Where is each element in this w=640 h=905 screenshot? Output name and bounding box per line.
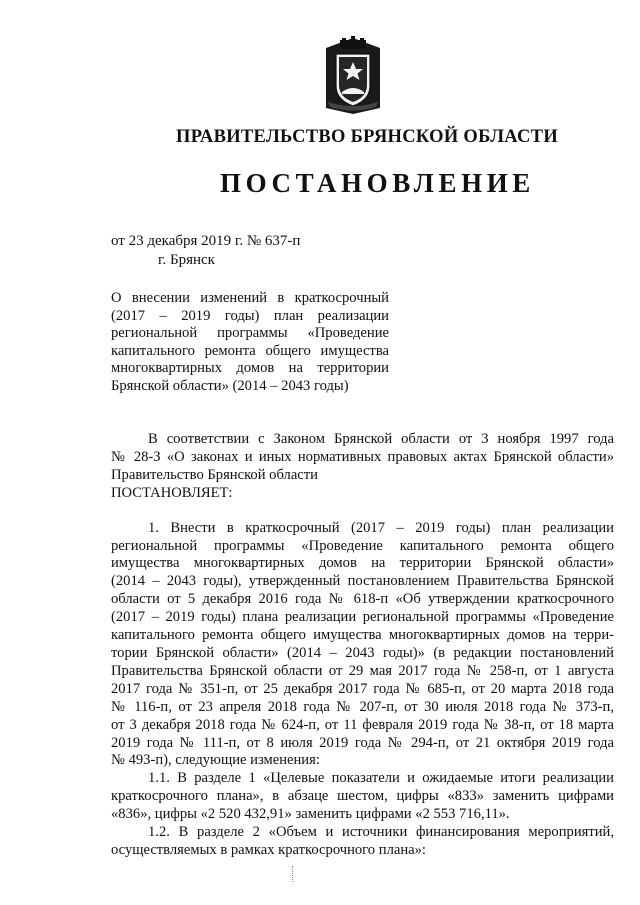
item1-line: от 3 декабря 2018 года № 624-п, от 11 февраля 2019 года № 38-п, от 18 марта — [111, 716, 614, 733]
organization-title: ПРАВИТЕЛЬСТВО БРЯНСКОЙ ОБЛАСТИ — [176, 127, 559, 147]
item1-line: 1. Внести в краткосрочный (2017 – 2019 годы) план реализации — [148, 519, 614, 536]
subject-line: многоквартирных домов на территории — [111, 360, 389, 377]
document-subject — [111, 290, 389, 396]
preamble-line: Правительство Брянской области — [111, 466, 318, 483]
item1-1-line: краткосрочного плана», в абзаце шестом, цифры «833» заменить цифрами — [111, 788, 614, 805]
item1-line: тории Брянской области» (2014 – 2043 годы)» (в редакции постановлений — [111, 644, 614, 661]
subject-line: капитального ремонта общего имущества — [111, 342, 389, 359]
item1-line: региональной программы «Проведение капитального ремонта общего — [111, 537, 614, 554]
item1-2-line: 1.2. В разделе 2 «Объем и источники финансирования мероприятий, — [148, 824, 614, 841]
subject-line: (2017 – 2019 годы) план реализации — [111, 307, 389, 324]
item1-line: имущества многоквартирных домов на территории Брянской области» — [111, 555, 614, 572]
item1-line: капитального ремонта общего имущества многоквартирных домов на терри- — [111, 627, 614, 644]
item1-line: 2019 года № 111-п, от 8 июля 2019 года № 294-п, от 21 октября 2019 года — [111, 734, 614, 751]
item1-1-line: «836», цифры «2 520 432,91» заменить цифрами «2 553 716,11». — [111, 806, 510, 823]
item1-line: (2017 – 2019 годы) плана реализации региональной программы «Проведение — [111, 609, 614, 626]
item1-1-line: 1.1. В разделе 1 «Целевые показатели и ожидаемые итоги реализации — [148, 770, 614, 787]
item1-line: Правительства Брянской области от 29 мая 2017 года № 258-п, от 1 августа — [111, 662, 614, 679]
item1-line: 2017 года № 351-п, от 25 декабря 2017 года № 685-п, от 20 марта 2018 года — [111, 680, 614, 697]
subject-line: Брянской области» (2014 – 2043 годы) — [111, 377, 349, 394]
document-body — [111, 431, 614, 860]
scan-artifact — [292, 866, 295, 882]
document-type-heading: ПОСТАНОВЛЕНИЕ — [220, 168, 535, 198]
subject-line: региональной программы «Проведение — [111, 325, 389, 342]
bryansk-coat-of-arms-icon — [322, 36, 384, 116]
preamble-line: В соответствии с Законом Брянской области от 3 ноября 1997 года — [148, 431, 614, 447]
preamble-line: № 28-З «О законах и иных нормативных правовых актах Брянской области» — [111, 448, 614, 465]
item1-line: № 493-п), следующие изменения: — [111, 752, 320, 769]
resolves-heading: ПОСТАНОВЛЯЕТ: — [111, 484, 233, 501]
subject-line: О внесении изменений в краткосрочный — [111, 290, 389, 306]
document-date-number: от 23 декабря 2019 г. № 637-п — [111, 233, 301, 249]
item1-2-line: осуществляемых в рамках краткосрочного плана»: — [111, 841, 426, 858]
document-city: г. Брянск — [158, 252, 215, 268]
item1-line: области от 5 декабря 2016 года № 618-п «Об утверждении краткосрочного — [111, 591, 614, 608]
item1-line: (2014 – 2043 годы), утвержденный постановлением Правительства Брянской — [111, 573, 614, 590]
item1-line: № 116-п, от 23 апреля 2018 года № 207-п, от 30 июля 2018 года № 373-п, — [111, 698, 614, 715]
